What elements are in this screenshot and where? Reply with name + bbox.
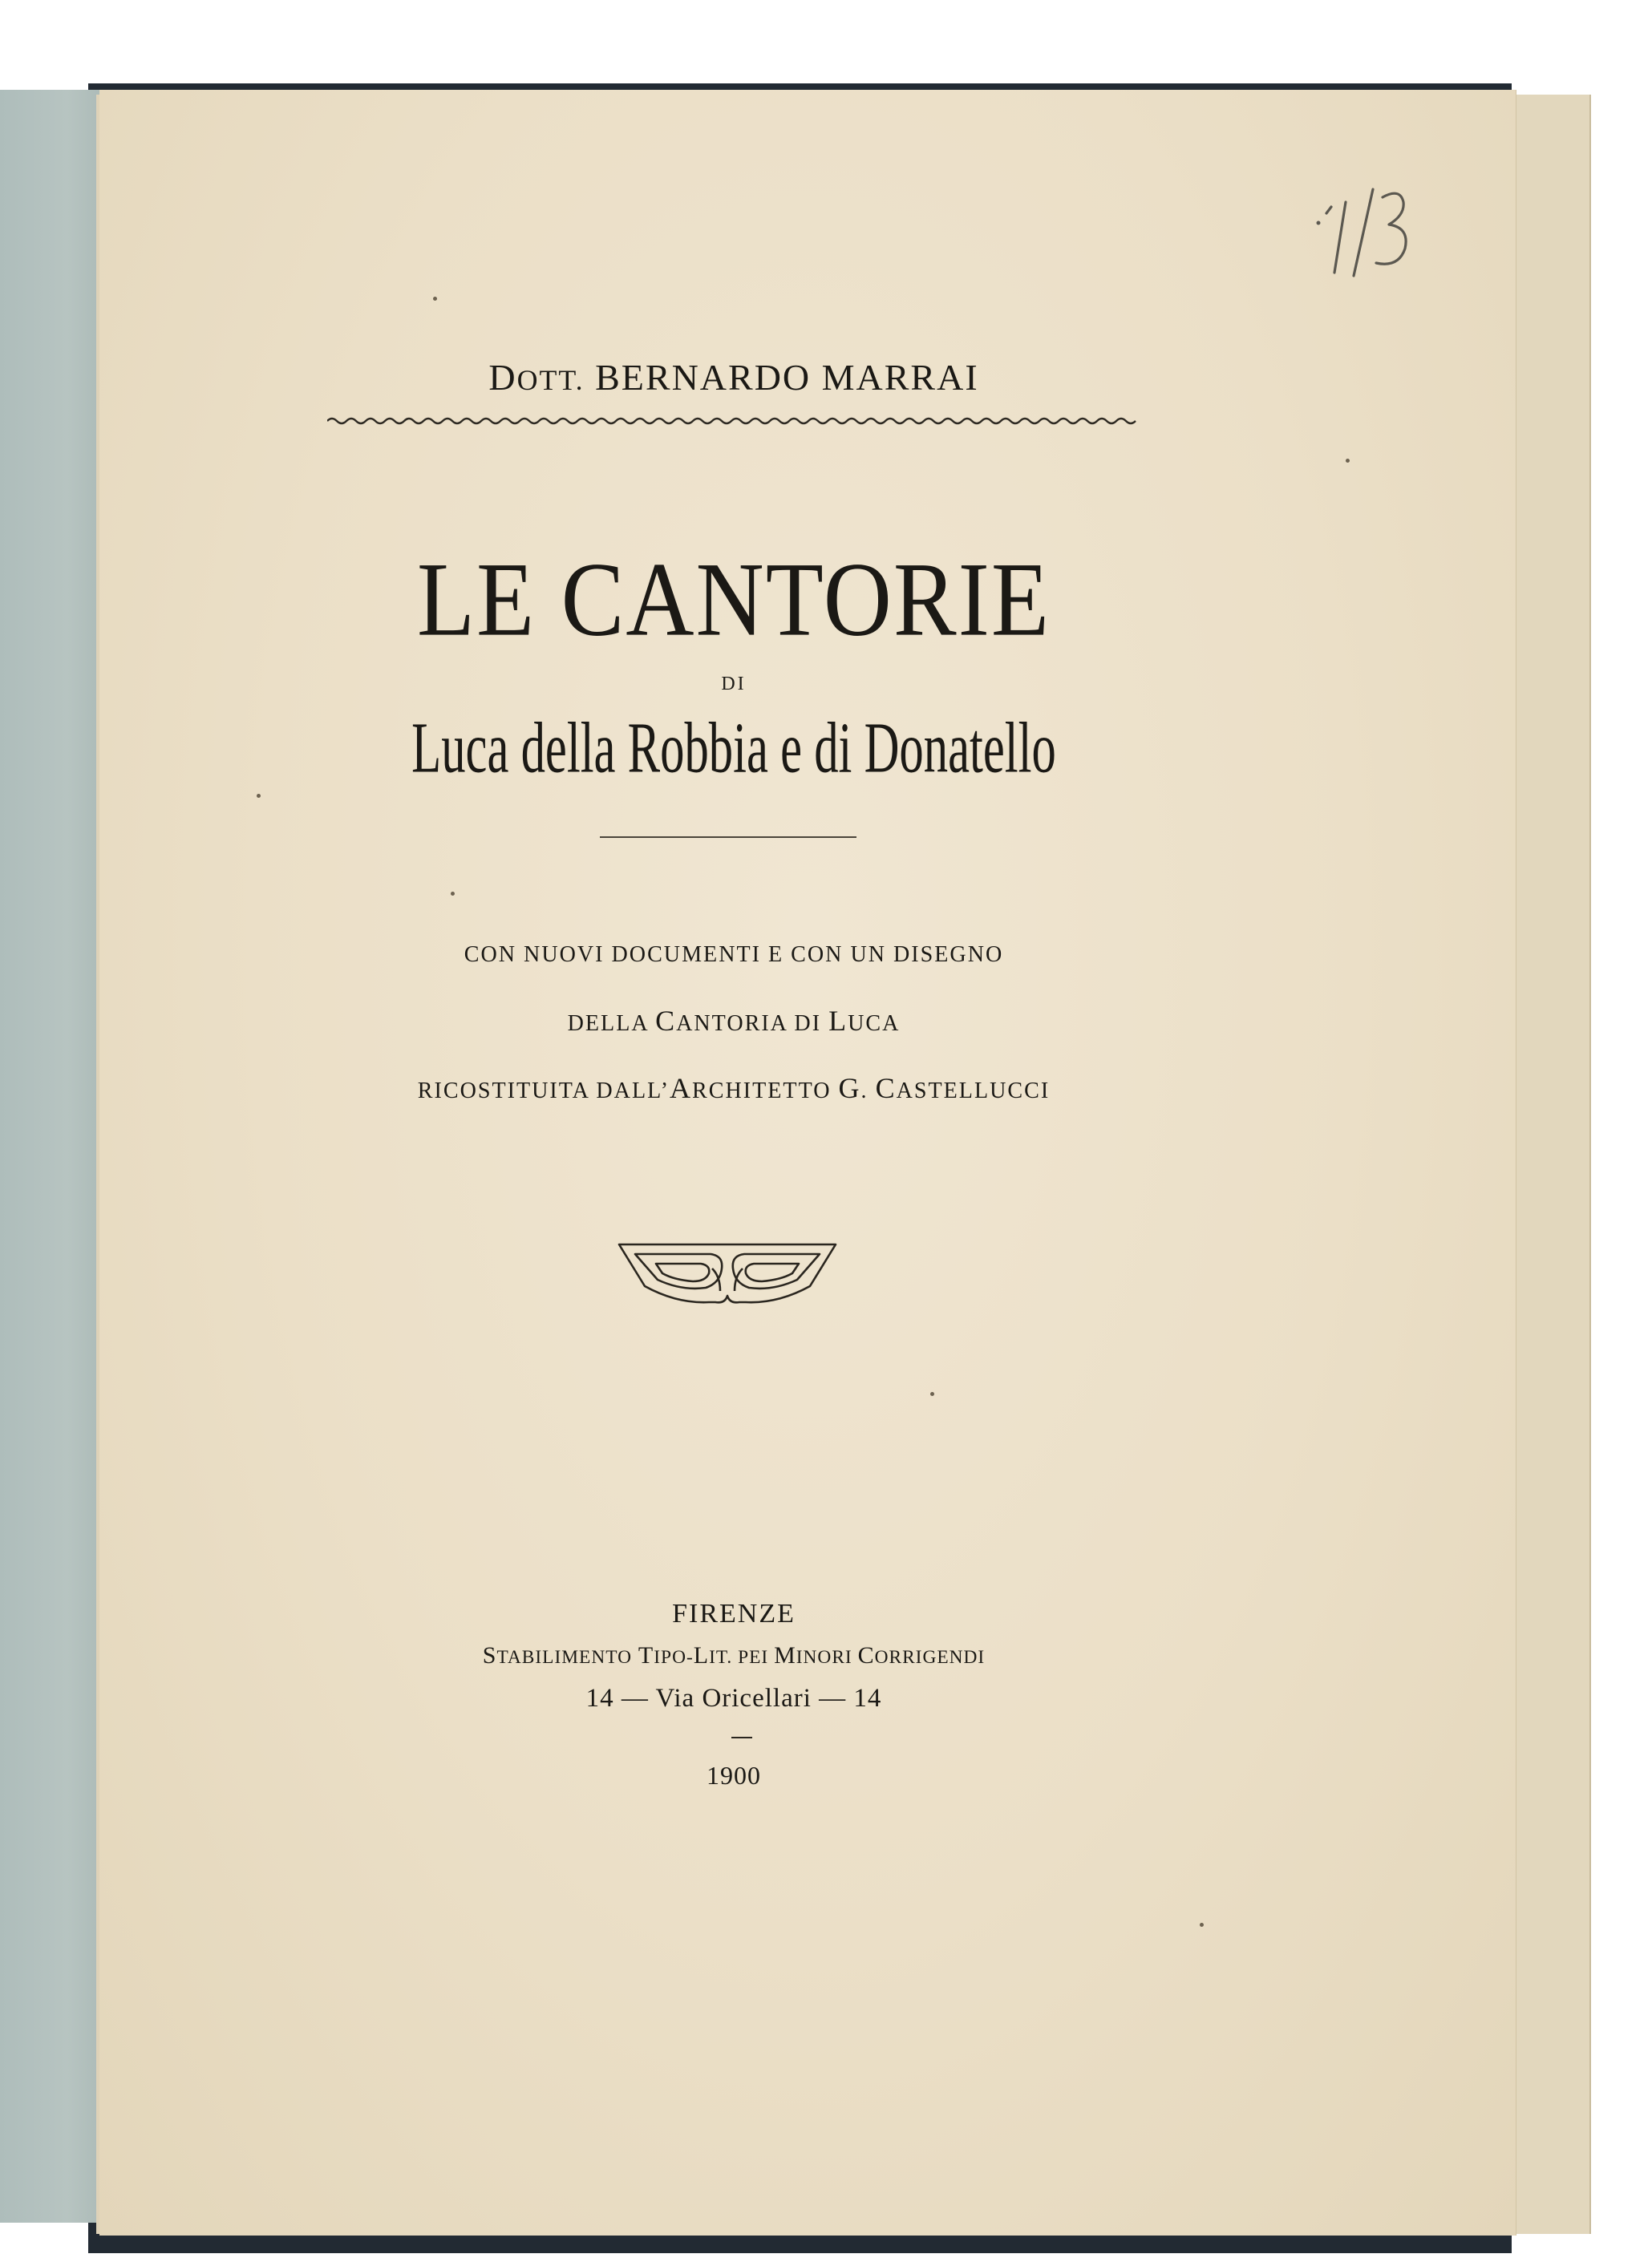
description-line-2 [0,1004,1468,1038]
handwritten-note [1315,178,1427,282]
imprint-printer-part: L [693,1642,710,1669]
description-line-2-part: L [828,1005,848,1037]
paper-speck [257,794,261,798]
description-line-3-part: C [875,1072,897,1104]
description-line-3-part: A [670,1072,693,1104]
imprint-printer-part: S [482,1642,497,1669]
year-rule [731,1737,752,1738]
author-prefix-initial: D [488,357,517,398]
subtitle: Luca della Robbia e di Donatello [411,707,1056,788]
imprint-printer-part: C [857,1642,875,1669]
imprint-printer-part: ORRIGENDI [874,1647,986,1668]
wavy-rule [327,409,1137,433]
description-line-2-part: DI [787,1011,829,1036]
description-line-1 [0,935,1468,969]
imprint-year: 1900 [707,1761,761,1790]
description-line-3-part: . [860,1078,876,1103]
imprint-printer-part: IPO- [654,1647,694,1668]
blue-cover-edge [0,90,112,2223]
author-prefix-rest: OTT. [516,364,585,396]
description-line-2-part: C [655,1005,677,1037]
description-line-2-part: UCA [848,1011,901,1036]
description-line-3-part: RCHITETTO [692,1078,832,1103]
paper-speck [1346,459,1350,463]
description-line-3-part: ASTELLUCCI [896,1078,1051,1103]
imprint-printer-part: IT. PEI [709,1647,775,1668]
description-line-3-part: RICOSTITUITA DALL’ [417,1078,670,1103]
author-name: BERNARDO MARRAI [595,357,979,398]
imprint-city: FIRENZE [672,1599,796,1629]
ornament-icon [617,1241,837,1307]
imprint-printer-part: T [631,1642,654,1669]
description-line-3 [0,1071,1468,1105]
main-title: LE CANTORIE [416,540,1051,658]
title-connector: DI [721,674,747,694]
imprint-printer-part: TABILIMENTO [496,1647,632,1668]
description-line-2-part: ANTORIA [676,1011,788,1036]
imprint-printer [0,1642,1468,1669]
imprint-printer-part: M [774,1642,796,1669]
paper-speck [433,297,437,301]
description-line-3-part: G [838,1072,861,1104]
paper-speck [1200,1923,1204,1927]
paper-speck [451,892,455,896]
description-line-2-part: DELLA [567,1011,656,1036]
imprint-printer-part: INORI [796,1647,858,1668]
description-line-1-text: CON NUOVI DOCUMENTI E CON UN DISEGNO [464,942,1004,967]
short-rule [600,836,856,838]
imprint-address: 14 — Via Oricellari — 14 [585,1684,882,1713]
description-line-3-part [832,1078,839,1103]
author-line [0,356,1468,399]
paper-speck [930,1392,934,1396]
